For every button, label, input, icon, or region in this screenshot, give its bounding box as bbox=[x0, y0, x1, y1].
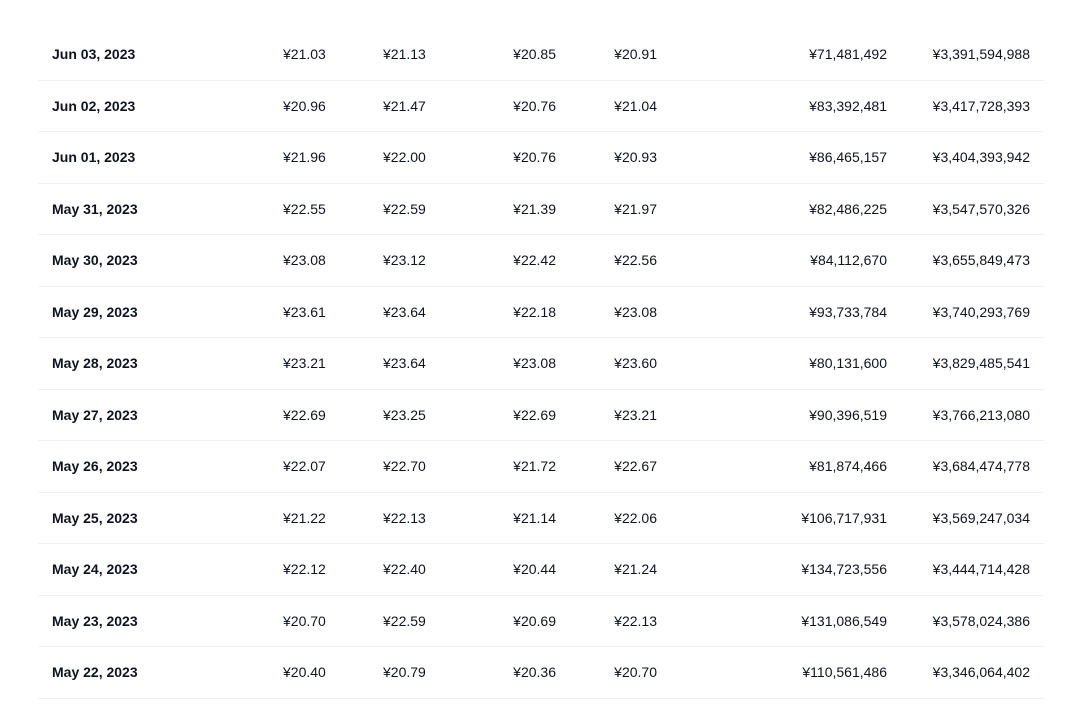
open-cell: ¥22.55 bbox=[283, 200, 326, 217]
open-cell: ¥23.21 bbox=[283, 355, 326, 371]
open-cell: ¥23.61 bbox=[283, 303, 326, 320]
close-cell: ¥20.70 bbox=[614, 664, 657, 680]
close-cell: ¥22.06 bbox=[614, 509, 657, 526]
market-cap-cell: ¥3,740,293,769 bbox=[932, 303, 1030, 320]
table-row bbox=[38, 338, 1044, 390]
low-cell: ¥20.69 bbox=[513, 612, 556, 629]
date-cell: May 24, 2023 bbox=[52, 561, 138, 577]
low-cell: ¥22.18 bbox=[513, 303, 556, 320]
close-cell: ¥23.60 bbox=[614, 355, 657, 371]
low-cell: ¥23.08 bbox=[513, 355, 556, 371]
table-row bbox=[38, 29, 1044, 81]
date-cell: Jun 02, 2023 bbox=[52, 97, 136, 114]
volume-cell: ¥80,131,600 bbox=[809, 355, 887, 371]
volume-cell: ¥106,717,931 bbox=[801, 509, 887, 526]
close-cell: ¥21.04 bbox=[614, 97, 657, 114]
volume-cell: ¥84,112,670 bbox=[810, 252, 887, 268]
table-row bbox=[38, 596, 1044, 648]
table-row bbox=[38, 132, 1044, 184]
table-row bbox=[38, 647, 1044, 699]
volume-cell: ¥90,396,519 bbox=[809, 406, 887, 423]
volume-cell: ¥81,874,466 bbox=[809, 458, 887, 474]
table-row bbox=[38, 390, 1044, 442]
close-cell: ¥22.56 bbox=[614, 252, 657, 268]
date-cell: May 30, 2023 bbox=[52, 252, 138, 268]
close-cell: ¥20.93 bbox=[614, 149, 657, 165]
market-cap-cell: ¥3,444,714,428 bbox=[932, 561, 1030, 577]
volume-cell: ¥131,086,549 bbox=[801, 612, 887, 629]
close-cell: ¥20.91 bbox=[614, 46, 657, 62]
market-cap-cell: ¥3,404,393,942 bbox=[932, 149, 1030, 165]
table-row bbox=[38, 81, 1044, 133]
market-cap-cell: ¥3,766,213,080 bbox=[932, 406, 1030, 423]
open-cell: ¥20.70 bbox=[283, 612, 326, 629]
volume-cell: ¥83,392,481 bbox=[809, 97, 887, 114]
high-cell: ¥23.64 bbox=[383, 355, 426, 371]
close-cell: ¥21.24 bbox=[614, 561, 657, 577]
high-cell: ¥20.79 bbox=[383, 664, 426, 680]
open-cell: ¥22.12 bbox=[283, 561, 326, 577]
high-cell: ¥23.64 bbox=[383, 303, 426, 320]
open-cell: ¥21.03 bbox=[283, 46, 326, 62]
open-cell: ¥20.40 bbox=[283, 664, 326, 680]
open-cell: ¥23.08 bbox=[283, 252, 326, 268]
high-cell: ¥22.59 bbox=[383, 612, 426, 629]
close-cell: ¥22.13 bbox=[614, 612, 657, 629]
date-cell: May 27, 2023 bbox=[52, 406, 138, 423]
market-cap-cell: ¥3,391,594,988 bbox=[932, 46, 1030, 62]
low-cell: ¥20.85 bbox=[513, 46, 556, 62]
table-row bbox=[38, 493, 1044, 545]
market-cap-cell: ¥3,578,024,386 bbox=[932, 612, 1030, 629]
high-cell: ¥22.70 bbox=[383, 458, 426, 474]
close-cell: ¥22.67 bbox=[614, 458, 657, 474]
market-cap-cell: ¥3,655,849,473 bbox=[932, 252, 1030, 268]
low-cell: ¥20.36 bbox=[513, 664, 556, 680]
volume-cell: ¥82,486,225 bbox=[809, 200, 887, 217]
low-cell: ¥20.76 bbox=[513, 149, 556, 165]
high-cell: ¥21.13 bbox=[383, 46, 426, 62]
low-cell: ¥21.39 bbox=[513, 200, 556, 217]
low-cell: ¥21.72 bbox=[513, 458, 556, 474]
market-cap-cell: ¥3,829,485,541 bbox=[932, 355, 1030, 371]
table-row bbox=[38, 287, 1044, 339]
high-cell: ¥22.13 bbox=[383, 509, 426, 526]
volume-cell: ¥134,723,556 bbox=[801, 561, 887, 577]
low-cell: ¥20.44 bbox=[513, 561, 556, 577]
close-cell: ¥23.21 bbox=[614, 406, 657, 423]
volume-cell: ¥93,733,784 bbox=[809, 303, 887, 320]
date-cell: May 26, 2023 bbox=[52, 458, 138, 474]
high-cell: ¥23.25 bbox=[383, 406, 426, 423]
table-row bbox=[38, 441, 1044, 493]
date-cell: May 31, 2023 bbox=[52, 200, 138, 217]
close-cell: ¥23.08 bbox=[614, 303, 657, 320]
date-cell: Jun 01, 2023 bbox=[52, 149, 136, 165]
market-cap-cell: ¥3,547,570,326 bbox=[932, 200, 1030, 217]
low-cell: ¥20.76 bbox=[513, 97, 556, 114]
high-cell: ¥21.47 bbox=[383, 97, 426, 114]
date-cell: May 29, 2023 bbox=[52, 303, 138, 320]
market-cap-cell: ¥3,417,728,393 bbox=[932, 97, 1030, 114]
historical-data-table bbox=[38, 29, 1044, 699]
date-cell: May 23, 2023 bbox=[52, 612, 138, 629]
low-cell: ¥22.42 bbox=[513, 252, 556, 268]
date-cell: May 25, 2023 bbox=[52, 509, 138, 526]
volume-cell: ¥86,465,157 bbox=[809, 149, 887, 165]
high-cell: ¥22.59 bbox=[383, 200, 426, 217]
close-cell: ¥21.97 bbox=[614, 200, 657, 217]
table-row bbox=[38, 235, 1044, 287]
open-cell: ¥21.22 bbox=[283, 509, 326, 526]
open-cell: ¥21.96 bbox=[283, 149, 326, 165]
open-cell: ¥22.69 bbox=[283, 406, 326, 423]
market-cap-cell: ¥3,569,247,034 bbox=[932, 509, 1030, 526]
volume-cell: ¥71,481,492 bbox=[809, 46, 887, 62]
market-cap-cell: ¥3,684,474,778 bbox=[932, 458, 1030, 474]
low-cell: ¥21.14 bbox=[513, 509, 556, 526]
high-cell: ¥22.40 bbox=[383, 561, 426, 577]
date-cell: May 28, 2023 bbox=[52, 355, 138, 371]
market-cap-cell: ¥3,346,064,402 bbox=[932, 664, 1030, 680]
high-cell: ¥22.00 bbox=[383, 149, 426, 165]
table-row bbox=[38, 544, 1044, 596]
low-cell: ¥22.69 bbox=[513, 406, 556, 423]
high-cell: ¥23.12 bbox=[383, 252, 426, 268]
volume-cell: ¥110,561,486 bbox=[802, 664, 887, 680]
open-cell: ¥20.96 bbox=[283, 97, 326, 114]
table-row bbox=[38, 184, 1044, 236]
date-cell: May 22, 2023 bbox=[52, 664, 138, 680]
open-cell: ¥22.07 bbox=[283, 458, 326, 474]
date-cell: Jun 03, 2023 bbox=[52, 46, 136, 62]
